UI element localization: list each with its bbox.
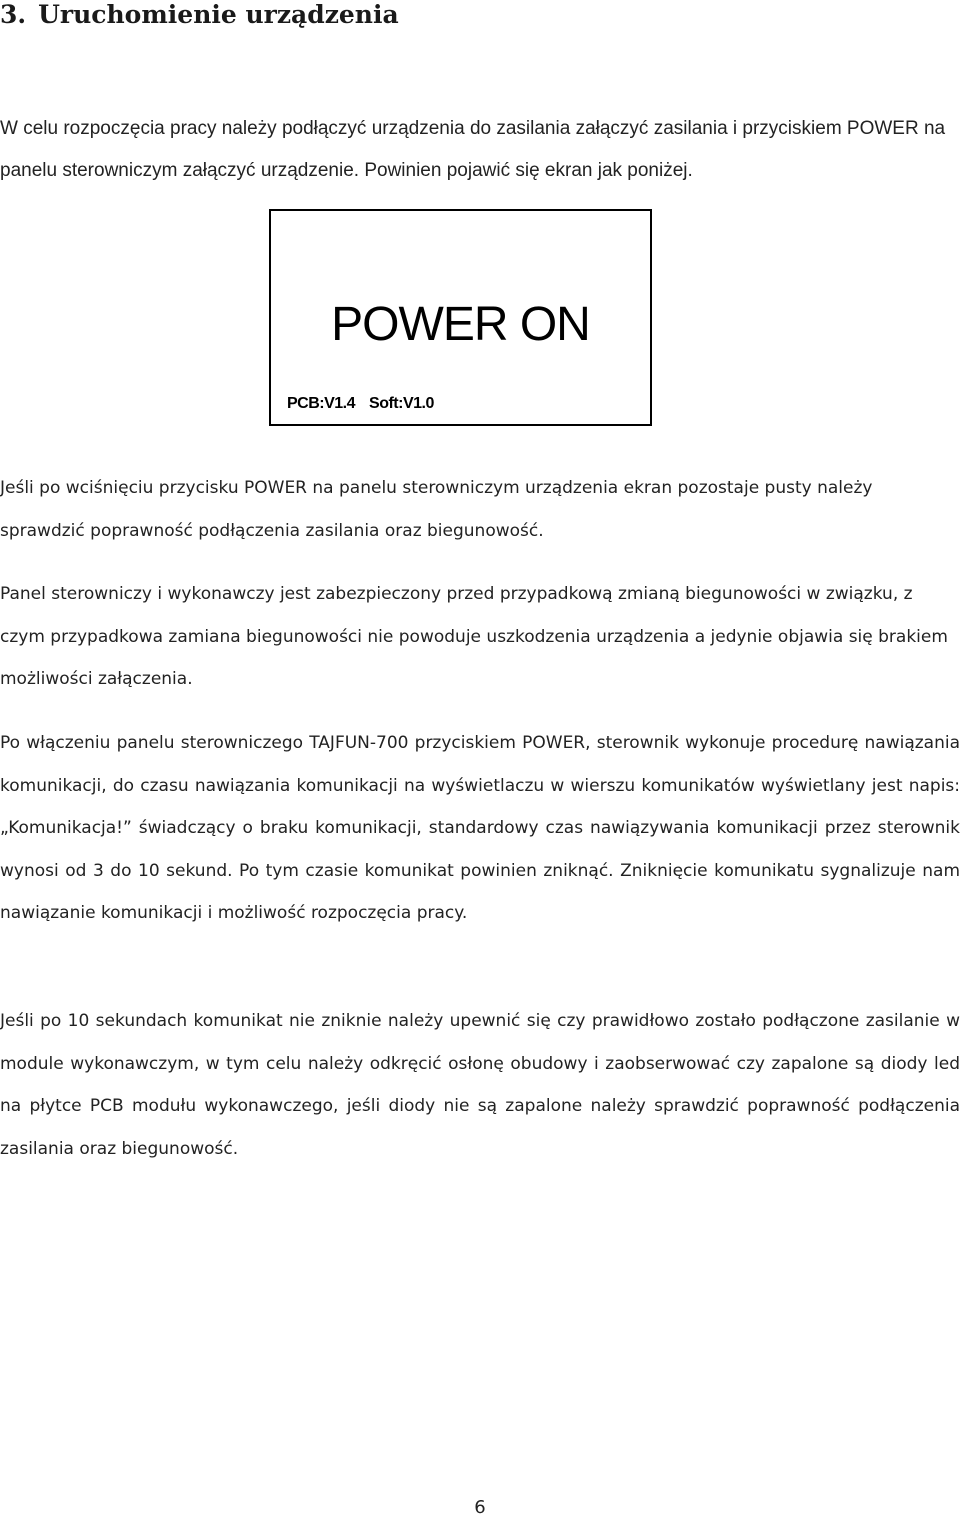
paragraph-polarity-protection: Panel sterowniczy i wykonawczy jest zabezpieczony przed przypadkową zmianą biegunowości w związku, z czym przypadkowa zamiana biegunowości nie powoduje uszkodzenia urządzenia a jedynie objawia się brakiem możliwości załączenia. xyxy=(0,584,948,689)
soft-version: Soft:V1.0 xyxy=(369,395,434,412)
page-number: 6 xyxy=(474,1497,486,1518)
pcb-version: PCB:V1.4 xyxy=(287,395,356,412)
section-title: Uruchomienie urządzenia xyxy=(38,0,399,29)
section-heading xyxy=(0,0,399,30)
power-on-label: POWER ON xyxy=(331,298,590,351)
version-info xyxy=(287,394,434,414)
intro-paragraph: W celu rozpoczęcia pracy należy podłączyć urządzenia do zasilania załączyć zasilania i przyciskiem POWER na panelu sterowniczym załączyć urządzenie. Powinien pojawić się ekran jak poniżej. xyxy=(0,118,946,181)
paragraph-communication: Po włączeniu panelu sterowniczego TAJFUN-700 przyciskiem POWER, sterownik wykonuje procedurę nawiązania komunikacji, do czasu nawiązania komunikacji na wyświetlaczu w wierszu komunikatów wyświetlany jest napis: „Komunikacja!” świadczący o braku komunikacji, standardowy czas nawiązywania komunikacji przez sterownik wynosi od 3 do 10 sekund. Po tym czasie komunikat powinien zniknąć. Zniknięcie komunikatu sygnalizuje nam nawiązanie komunikacji i możliwość rozpoczęcia pracy. xyxy=(0,733,960,923)
display-screen-illustration xyxy=(269,209,652,426)
paragraph-troubleshooting: Jeśli po 10 sekundach komunikat nie zniknie należy upewnić się czy prawidłowo zostało podłączone zasilanie w module wykonawczym, w tym celu należy odkręcić osłonę obudowy i zaobserwować czy zapalone są diody led na płytce PCB modułu wykonawczego, jeśli diody nie są zapalone należy sprawdzić poprawność podłączenia zasilania oraz biegunowość. xyxy=(0,1011,960,1159)
section-number: 3. xyxy=(0,0,27,29)
paragraph-empty-screen: Jeśli po wciśnięciu przycisku POWER na panelu sterowniczym urządzenia ekran pozostaje pusty należy sprawdzić poprawność podłączenia zasilania oraz biegunowość. xyxy=(0,478,873,541)
